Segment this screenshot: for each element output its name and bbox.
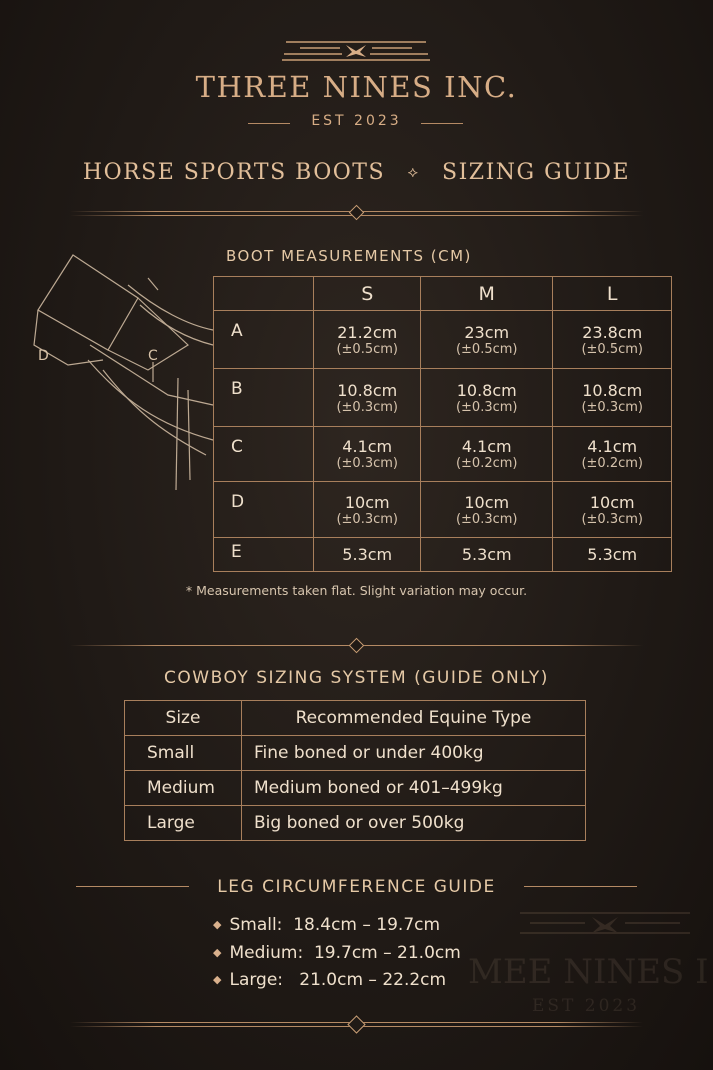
diamond-bullet-icon: ◆ bbox=[213, 946, 222, 959]
table-row bbox=[214, 369, 672, 427]
diagram-label-c: C bbox=[148, 348, 158, 364]
table-row bbox=[125, 771, 586, 806]
divider bbox=[524, 886, 637, 887]
table-header-row bbox=[214, 277, 672, 311]
table-cell: 10cm (±0.3cm) bbox=[421, 482, 553, 538]
boot-measurements-title: BOOT MEASUREMENTS (CM) bbox=[226, 247, 472, 265]
table-cell: 5.3cm bbox=[314, 538, 421, 572]
table-cell: 23.8cm (±0.5cm) bbox=[553, 311, 672, 369]
table-row bbox=[214, 311, 672, 369]
equine-type-cell: Fine boned or under 400kg bbox=[242, 736, 586, 771]
diamond-icon bbox=[349, 205, 365, 221]
est-divider-right bbox=[421, 123, 463, 124]
table-cell: 10.8cm (±0.3cm) bbox=[421, 369, 553, 427]
table-cell: 10cm (±0.3cm) bbox=[314, 482, 421, 538]
brand-name: THREE NINES INC. bbox=[195, 70, 518, 104]
leg-size: Small: bbox=[229, 915, 283, 935]
table-cell: 10.8cm (±0.3cm) bbox=[553, 369, 672, 427]
boot-measurements-table bbox=[213, 276, 672, 572]
column-header-s: S bbox=[314, 277, 421, 311]
watermark-brand: MEE NINES I bbox=[468, 952, 709, 992]
table-cell: 21.2cm (±0.5cm) bbox=[314, 311, 421, 369]
table-row bbox=[125, 806, 586, 841]
table-cell: 10.8cm (±0.3cm) bbox=[314, 369, 421, 427]
header-ornament bbox=[280, 36, 432, 66]
table-header-row bbox=[125, 701, 586, 736]
table-cell: 10cm (±0.3cm) bbox=[553, 482, 672, 538]
column-header-m: M bbox=[421, 277, 553, 311]
list-item bbox=[213, 970, 446, 990]
subtitle-product: HORSE SPORTS BOOTS bbox=[82, 160, 386, 185]
leg-range: 21.0cm – 22.2cm bbox=[299, 970, 447, 990]
table-cell: 23cm (±0.5cm) bbox=[421, 311, 553, 369]
row-label-a: A bbox=[214, 311, 314, 369]
cowboy-sizing-title: COWBOY SIZING SYSTEM (GUIDE ONLY) bbox=[164, 668, 549, 688]
arrow-ornament-icon: ⟡ bbox=[407, 162, 420, 181]
measurement-note: * Measurements taken flat. Slight variation may occur. bbox=[185, 583, 528, 598]
table-cell: 5.3cm bbox=[553, 538, 672, 572]
page-subtitle bbox=[0, 160, 713, 185]
table-row bbox=[214, 427, 672, 482]
watermark-ornament bbox=[520, 905, 690, 941]
size-cell: Small bbox=[125, 736, 242, 771]
header-size: Size bbox=[125, 701, 242, 736]
leg-range: 18.4cm – 19.7cm bbox=[293, 915, 441, 935]
cowboy-sizing-table bbox=[124, 700, 586, 841]
table-cell: 4.1cm (±0.2cm) bbox=[421, 427, 553, 482]
leg-size: Large: bbox=[229, 970, 284, 990]
leg-guide-title: LEG CIRCUMFERENCE GUIDE bbox=[217, 877, 496, 897]
header-equine-type: Recommended Equine Type bbox=[242, 701, 586, 736]
leg-range: 19.7cm – 21.0cm bbox=[313, 943, 461, 963]
equine-type-cell: Medium boned or 401–499kg bbox=[242, 771, 586, 806]
size-cell: Large bbox=[125, 806, 242, 841]
diagram-label-d: D bbox=[38, 348, 49, 364]
watermark-est: EST 2023 bbox=[532, 996, 641, 1016]
table-cell: 5.3cm bbox=[421, 538, 553, 572]
table-row bbox=[214, 482, 672, 538]
boot-diagram bbox=[28, 250, 218, 495]
diamond-icon bbox=[347, 1015, 365, 1033]
diamond-bullet-icon: ◆ bbox=[213, 918, 222, 931]
table-cell: 4.1cm (±0.3cm) bbox=[314, 427, 421, 482]
diamond-icon bbox=[349, 638, 365, 654]
leg-size: Medium: bbox=[229, 943, 304, 963]
list-item bbox=[213, 915, 440, 935]
row-label-b: B bbox=[214, 369, 314, 427]
est-label: EST 2023 bbox=[311, 113, 402, 129]
list-item bbox=[213, 943, 461, 963]
subtitle-guide: SIZING GUIDE bbox=[442, 160, 631, 185]
size-cell: Medium bbox=[125, 771, 242, 806]
column-header-l: L bbox=[553, 277, 672, 311]
table-corner-cell bbox=[214, 277, 314, 311]
equine-type-cell: Big boned or over 500kg bbox=[242, 806, 586, 841]
table-row bbox=[125, 736, 586, 771]
diamond-bullet-icon: ◆ bbox=[213, 973, 222, 986]
row-label-e: E bbox=[214, 538, 314, 572]
table-cell: 4.1cm (±0.2cm) bbox=[553, 427, 672, 482]
row-label-c: C bbox=[214, 427, 314, 482]
row-label-d: D bbox=[214, 482, 314, 538]
table-row bbox=[214, 538, 672, 572]
